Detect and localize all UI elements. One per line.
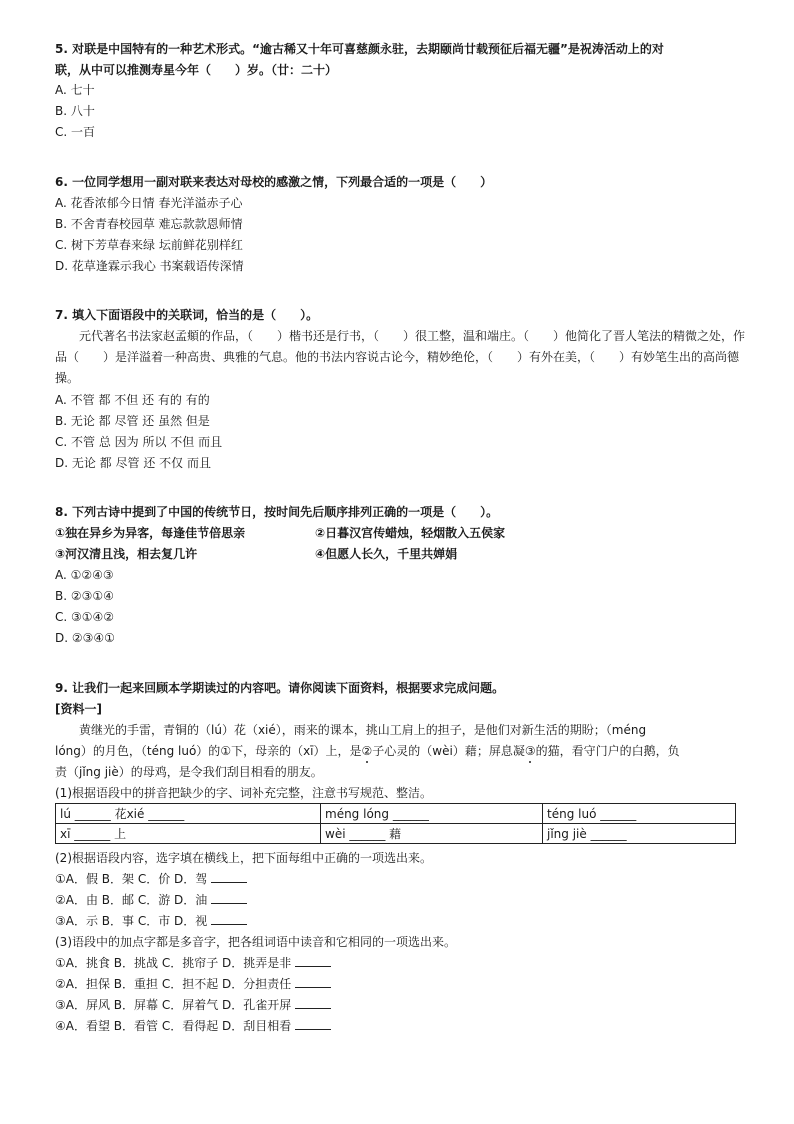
q5-stem-line2: 联，从中可以推测寿星今年（ ）岁。（廿：二十）	[55, 63, 338, 77]
q9-sub2-item-2	[55, 892, 247, 909]
q9-sub3-item-2	[55, 976, 331, 993]
q8-option-c[interactable]: C. ③①④②	[55, 610, 115, 624]
q8-option-d[interactable]: D. ②③④①	[55, 631, 115, 645]
q9-stem: 9. 让我们一起来回顾本学期读过的内容吧。请你阅读下面资料，根据要求完成问题。	[55, 681, 505, 695]
sub3-item-text: ②A．担保 B．重担 C．担不起 D．分担责任	[55, 977, 292, 991]
q9-sub3-item-1	[55, 955, 331, 972]
q6-option-b[interactable]: B. 不舍青春校园草 难忘款款恩师情	[55, 217, 243, 231]
q5-option-a[interactable]: A. 七十	[55, 83, 95, 97]
sub2-item-text: ①A．假 B．架 C．价 D．驾	[55, 872, 208, 886]
q5-stem-line1: 5. 对联是中国特有的一种艺术形式。“逾古稀又十年可喜慈颜永驻，去期颐尚廿载预征后福无疆”是祝涛活动上的对	[55, 42, 664, 56]
q7-option-c[interactable]: C. 不管 总 因为 所以 不但 而且	[55, 435, 223, 449]
q9-material-line3: 责（jǐng jiè）的母鸡，是令我们刮目相看的朋友。	[55, 765, 323, 779]
q9-material-label: [资料一]	[55, 702, 102, 716]
q9-material-seg2: 下，母亲的（xī）上，是	[231, 744, 362, 758]
answer-blank[interactable]	[295, 1018, 331, 1030]
q8-option-a[interactable]: A. ①②④③	[55, 568, 114, 582]
q6-option-d[interactable]: D. 花草逢霖示我心 书案载语传深情	[55, 259, 244, 273]
q9-sub3: (3)语段中的加点字都是多音字，把各组词语中读音和它相同的一项选出来。	[55, 935, 457, 949]
q9-sub2: (2)根据语段内容，选字填在横线上，把下面每组中正确的一项选出来。	[55, 851, 433, 865]
q9-material-line2	[55, 743, 680, 760]
q7-passage: 元代著名书法家赵孟頫的作品，（ ）楷书还是行书，（ ）很工整，温和端庄。（ ）他简化了晋人笔法的精微之处，作品（ ）是洋溢着一种高贵、典雅的气息。他的书法内容说古论今，精妙绝伦，（ ）有外在美，（ ）有妙笔生出的高尚德操。	[55, 329, 746, 385]
table-cell[interactable]: méng lóng ______	[321, 804, 543, 824]
q9-material-seg1: lóng）的月色，（téng luó）的	[55, 744, 221, 758]
circled-two-icon: ②	[361, 744, 373, 758]
sub3-item-text: ③A．屏风 B．屏幕 C．屏着气 D．孔雀开屏	[55, 998, 292, 1012]
sub2-item-text: ③A．示 B．事 C．市 D．视	[55, 914, 208, 928]
q9-sub1: (1)根据语段中的拼音把缺少的字、词补充完整，注意书写规范、整洁。	[55, 786, 433, 800]
q9-sub3-item-4	[55, 1018, 331, 1035]
q7-option-d[interactable]: D. 无论 都 尽管 还 不仅 而且	[55, 456, 211, 470]
q6-stem: 6. 一位同学想用一副对联来表达对母校的感激之情，下列最合适的一项是（ ）	[55, 175, 493, 189]
answer-blank[interactable]	[295, 976, 331, 988]
q8-stem: 8. 下列古诗中提到了中国的传统节日，按时间先后顺序排列正确的一项是（ ）。	[55, 505, 499, 519]
pinyin-fill-table	[55, 803, 736, 844]
q9-sub3-item-3	[55, 997, 331, 1014]
q5-option-c[interactable]: C. 一百	[55, 125, 96, 139]
circled-three-icon: ③	[524, 744, 536, 758]
q6-option-a[interactable]: A. 花香浓郁今日情 春光洋溢赤子心	[55, 196, 243, 210]
sub3-item-text: ④A．看望 B．看管 C．看得起 D．刮目相看	[55, 1019, 292, 1033]
table-row	[56, 804, 736, 824]
sub3-item-text: ①A．挑食 B．挑战 C．挑帘子 D．挑弄是非	[55, 956, 292, 970]
table-cell[interactable]: wèi ______ 藉	[321, 824, 543, 844]
table-row	[56, 824, 736, 844]
table-cell[interactable]: lú ______ 花xié ______	[56, 804, 321, 824]
q5-option-b[interactable]: B. 八十	[55, 104, 95, 118]
answer-blank[interactable]	[211, 892, 247, 904]
q7-option-a[interactable]: A. 不管 都 不但 还 有的 有的	[55, 393, 210, 407]
q7-option-b[interactable]: B. 无论 都 尽管 还 虽然 但是	[55, 414, 210, 428]
q9-material-seg3: 子心灵的（wèi）藉；屏息凝	[372, 744, 525, 758]
answer-blank[interactable]	[211, 871, 247, 883]
table-cell[interactable]: jǐng jiè ______	[543, 824, 736, 844]
q7-stem: 7. 填入下面语段中的关联词，恰当的是（ ）。	[55, 308, 319, 322]
q8-poem-1: ①独在异乡为异客，每逢佳节倍思亲	[55, 526, 246, 540]
q8-poem-3: ③河汉清且浅，相去复几许	[55, 547, 198, 561]
answer-blank[interactable]	[295, 955, 331, 967]
answer-blank[interactable]	[295, 997, 331, 1009]
q8-poem-2: ②日暮汉宫传蜡烛，轻烟散入五侯家	[315, 526, 506, 540]
answer-blank[interactable]	[211, 913, 247, 925]
circled-one-icon: ①	[220, 744, 232, 758]
q9-material-seg4: 的猫，看守门户的白鹅，负	[535, 744, 680, 758]
q8-poem-4: ④但愿人长久，千里共婵娟	[315, 547, 458, 561]
sub2-item-text: ②A．由 B．邮 C．游 D．油	[55, 893, 208, 907]
q6-option-c[interactable]: C. 树下芳草春来绿 坛前鲜花别样红	[55, 238, 243, 252]
table-cell[interactable]: téng luó ______	[543, 804, 736, 824]
q9-sub2-item-1	[55, 871, 247, 888]
table-cell[interactable]: xī ______ 上	[56, 824, 321, 844]
q8-option-b[interactable]: B. ②③①④	[55, 589, 114, 603]
q9-sub2-item-3	[55, 913, 247, 930]
q9-material-line1: 黄继光的手雷，青铜的（lú）花（xié），雨来的课本，挑山工肩上的担子，是他们对新生活的期盼；（méng	[79, 723, 647, 737]
